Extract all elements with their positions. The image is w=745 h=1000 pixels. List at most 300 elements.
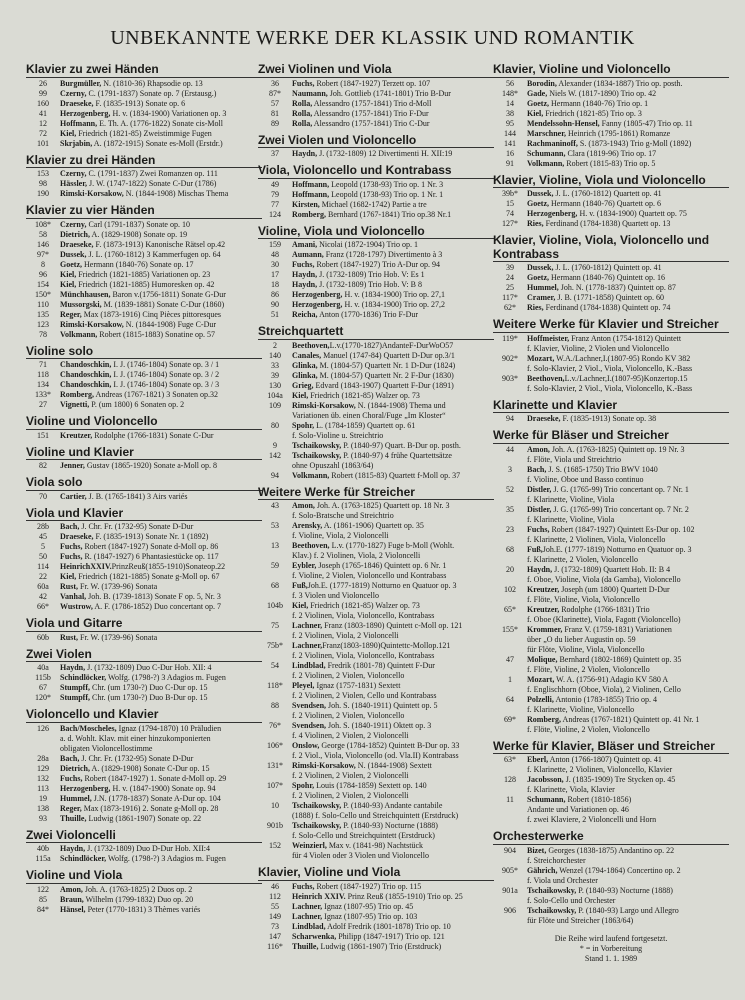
work-title: Robert (1847-1927) Quintett Es-Dur op. 102	[549, 524, 695, 534]
catalog-number: 45	[39, 532, 47, 541]
catalog-number: 39b*	[502, 189, 518, 198]
entry-text	[527, 209, 729, 219]
work-title: J. (1732-1809) Quartett Hob. II: B 4	[552, 564, 671, 574]
entry-text	[527, 505, 729, 515]
entry-detail-line: f. 2 Viol., Viola, Violoncello (od. Vla.II) Kontrabass	[292, 751, 459, 760]
catalog-entry	[493, 565, 729, 575]
composer-name: Fuchs,	[60, 542, 83, 551]
work-title: W. A. (1756-91) Adagio KV 580 A	[554, 674, 669, 684]
entry-detail-line: (1888) f. Solo-Cello und Streichquintett (Erstdruck)	[292, 811, 459, 820]
entry-text	[527, 775, 729, 785]
entry-text	[60, 189, 262, 199]
catalog-number: 116*	[267, 941, 283, 951]
entry-text	[60, 562, 262, 572]
catalog-entry	[26, 129, 262, 139]
entry-detail-line: f. 4 Violinen, 2 Violen, 2 Violoncelli	[292, 731, 409, 740]
section-title: Klavier zu zwei Händen	[26, 62, 262, 78]
composer-name: Borodin,	[527, 78, 557, 88]
composer-name: Eybler,	[292, 561, 317, 570]
catalog-number: 112	[269, 891, 281, 901]
catalog-entry	[26, 220, 262, 230]
composer-name: Thuille,	[292, 941, 319, 951]
work-title: H. v. (1834-1900) Variationen op. 3	[110, 108, 227, 118]
composer-name: Rimski-Korsakow,	[60, 319, 124, 329]
composer-name: Amani,	[292, 240, 318, 249]
catalog-entry	[26, 89, 262, 99]
work-title: J. G. (1765-99) Trio concertant op. 7 Nr. 1	[551, 484, 689, 494]
work-title: Peter (1770-1831) 3 Thèmes variés	[85, 904, 201, 914]
catalog-number: 94	[506, 414, 514, 423]
catalog-entry	[493, 775, 729, 785]
catalog-entry	[493, 655, 729, 665]
column-3	[493, 62, 729, 964]
catalog-number: 54	[271, 661, 279, 670]
composer-name: Mozart,	[527, 353, 555, 363]
work-title: Robert (1847-1927) 1. Sonate d-Moll op. 29	[82, 773, 227, 783]
footer-line: Die Reihe wird laufend fortgesetzt.	[554, 933, 668, 943]
catalog-number: 110	[37, 299, 49, 309]
section-title: Zwei Violen	[26, 647, 262, 663]
catalog-number: 62*	[504, 303, 516, 312]
composer-name: Draeseke,	[60, 98, 94, 108]
section	[26, 828, 262, 865]
composer-name: Haydn,	[292, 270, 318, 279]
catalog-entry	[258, 371, 494, 381]
section-title: Viola, Violoncello und Kontrabass	[258, 163, 494, 179]
entry-text	[60, 582, 262, 592]
catalog-entry	[258, 290, 494, 300]
composer-name: Amon,	[60, 884, 83, 894]
catalog-number: 148*	[502, 88, 518, 98]
work-title: J. (1732-1809) Duo D-Dur Hob. XII:4	[85, 844, 210, 853]
composer-name: HeinrichXXIV.	[60, 562, 112, 571]
entry-text	[527, 414, 729, 424]
catalog-entry	[26, 240, 262, 250]
work-title: Andreas (1767-1821) Quintett op. 41 Nr. 1	[561, 714, 700, 724]
catalog-number: 23	[506, 524, 514, 534]
work-title: Alexander (1834-1887) Trio op. posth.	[556, 78, 683, 88]
work-title: Wenzel (1794-1864) Concertino op. 2	[557, 865, 681, 875]
catalog-entry	[258, 361, 494, 371]
entry-text	[527, 139, 729, 149]
work-title: J. L. (1760-1812) 3 Kammerfugen op. 64	[86, 249, 221, 259]
work-title: Leopold (1738-93) Trio op. 1 Nr. 1	[329, 189, 444, 199]
composer-name: Lachner,	[292, 621, 323, 630]
section	[493, 739, 729, 826]
composer-name: Goetz,	[60, 259, 82, 269]
entry-text	[292, 781, 494, 791]
work-title: J. B. (1765-1841) 3 Airs variés	[86, 491, 188, 501]
composer-name: Goetz,	[527, 199, 549, 208]
entry-text	[60, 774, 262, 784]
catalog-entry	[258, 922, 494, 932]
entry-text	[60, 360, 262, 370]
work-title: P. (1840-93) Nocturne (1888)	[341, 821, 438, 830]
work-title: Hermann (1840-76) Sonate op. 17	[82, 259, 194, 269]
composer-name: Schindlöcker,	[60, 854, 107, 863]
catalog-entry	[258, 401, 494, 411]
composer-name: Svendsen,	[292, 721, 327, 730]
composer-name: Chandoschkin,	[60, 370, 112, 379]
catalog-number: 138	[37, 803, 49, 813]
catalog-number: 28b	[37, 522, 49, 531]
catalog-entry	[258, 250, 494, 260]
entry-detail-line: f. Violine, Viola, 2 Violoncelli	[292, 531, 389, 540]
entry-text	[60, 522, 262, 532]
entry-text	[527, 605, 729, 615]
section-title: Violoncello und Klavier	[26, 707, 262, 723]
composer-name: Fuchs,	[527, 524, 550, 534]
composer-name: Draeseke,	[527, 414, 561, 423]
entry-detail-line: f. Viola und Orchester	[527, 875, 598, 885]
catalog-number: 901b	[267, 821, 283, 830]
composer-name: Hänsel,	[60, 904, 86, 914]
catalog-number: 78	[39, 329, 47, 339]
catalog-entry	[258, 99, 494, 109]
catalog-number: 129	[37, 763, 49, 773]
entry-text	[527, 795, 729, 805]
entry-text	[60, 542, 262, 552]
catalog-number: 160	[37, 98, 49, 108]
entry-text	[527, 625, 729, 635]
section-title: Klavier, Violine und Viola	[258, 865, 494, 881]
composer-name: Tschaikowsky,	[292, 450, 342, 460]
catalog-number: 71	[39, 360, 47, 369]
work-title: PrinzReuß(1855-1910)Sonateop.22	[111, 562, 226, 571]
catalog-number: 135	[37, 309, 49, 319]
catalog-entry	[26, 905, 262, 915]
catalog-entry	[26, 633, 262, 643]
entry-detail-line: f. Flöte, Violine, 2 Violen, Violoncello	[527, 664, 650, 674]
catalog-entry	[258, 260, 494, 270]
catalog-number: 64	[506, 694, 514, 704]
section-title: Zwei Violinen und Viola	[258, 62, 494, 78]
work-title: Philipp (1847-1917) Trio op. 121	[336, 931, 445, 941]
entry-text	[527, 159, 729, 169]
catalog-number: 58	[39, 229, 47, 239]
section-title: Werke für Klavier, Bläser und Streicher	[493, 739, 729, 755]
entry-text	[292, 912, 494, 922]
entry-text	[60, 854, 262, 864]
catalog-entry	[26, 532, 262, 542]
work-title: Robert (1847-1927) Sonate d-Moll op. 86	[82, 542, 219, 551]
composer-name: Braun,	[60, 894, 84, 904]
entry-text	[60, 461, 262, 471]
composer-name: Dussek,	[60, 249, 87, 259]
entry-text	[60, 532, 262, 542]
catalog-entry	[26, 673, 262, 683]
entry-text	[60, 89, 262, 99]
entry-detail-line: f. Violine, 2 Violen, Violoncello und Kontrabass	[292, 571, 447, 580]
composer-name: Romberg,	[292, 209, 326, 219]
catalog-number: 72	[39, 128, 47, 138]
composer-name: Dietrich,	[60, 229, 90, 239]
catalog-number: 104a	[267, 390, 283, 400]
work-title: Robert (1815-83) Quartett f-Moll op. 37	[329, 470, 461, 480]
section	[26, 647, 262, 704]
work-title: M. (1804-57) Quartett Nr. 2 F-Dur (1830)	[317, 370, 454, 380]
catalog-number: 81	[271, 108, 279, 118]
composer-name: Romberg,	[527, 714, 561, 724]
section-title: Werke für Bläser und Streicher	[493, 428, 729, 444]
catalog-number: 89	[271, 118, 279, 128]
entry-text	[527, 99, 729, 109]
catalog-number: 126	[37, 723, 49, 733]
section	[258, 324, 494, 481]
section	[493, 428, 729, 735]
entry-detail-line: f. 2 Violinen, 2 Violen, 2 Violoncelli	[292, 771, 409, 780]
entry-detail-line: f. Solo-Klavier, 2 Viol., Viola, Violoncello, K.-Bass	[527, 383, 693, 393]
composer-name: Pleyel,	[292, 681, 315, 690]
catalog-number: 82	[39, 461, 47, 470]
composer-name: Hoffmann,	[292, 189, 330, 199]
composer-name: Svendsen,	[292, 701, 327, 710]
composer-name: Rolla,	[292, 98, 313, 108]
entry-text	[292, 119, 494, 129]
composer-name: Kiel,	[60, 279, 77, 289]
work-title: Franz (1803-1890) Quintett c-Moll op. 121	[322, 621, 463, 630]
entry-text	[527, 303, 729, 313]
composer-name: Kiel,	[60, 572, 77, 581]
entry-text	[292, 902, 494, 912]
composer-name: Wustrow,	[60, 602, 93, 611]
catalog-entry	[258, 210, 494, 220]
work-title: J. B. (1771-1858) Quintett op. 60	[555, 293, 665, 302]
work-title: Joseph (1765-1846) Quintett op. 6 Nr. 1	[316, 561, 447, 570]
catalog-number: 76*	[269, 721, 281, 730]
catalog-number: 117*	[502, 293, 518, 302]
section	[26, 506, 262, 613]
composer-name: Rust,	[60, 632, 79, 642]
work-title: J. Chr. Fr. (1732-95) Sonate D-Dur	[79, 522, 194, 531]
catalog-entry	[493, 79, 729, 89]
catalog-entry	[258, 119, 494, 129]
entry-text	[527, 465, 729, 475]
work-title: Hermann (1840-76) Quartett op. 6	[549, 199, 661, 208]
entry-text	[292, 541, 494, 551]
entry-text	[292, 701, 494, 711]
catalog-entry	[26, 754, 262, 764]
entry-text	[292, 801, 494, 811]
catalog-entry	[493, 755, 729, 765]
entry-detail-line: f. Klarinette, Violine, Viola	[527, 514, 615, 524]
composer-name: Dussek,	[527, 263, 554, 272]
composer-name: Bach,	[60, 753, 80, 763]
entry-text	[60, 673, 262, 683]
catalog-entry	[26, 693, 262, 703]
entry-detail-line: Variationen üb. einen Choral/Fuge „Im Kloster“	[292, 410, 446, 420]
entry-text	[527, 293, 729, 303]
entry-text	[292, 471, 494, 481]
catalog-number: 141	[504, 138, 516, 148]
catalog-number: 9	[273, 440, 277, 450]
entry-text	[292, 621, 494, 631]
catalog-entry	[258, 661, 494, 671]
catalog-number: 57	[271, 98, 279, 108]
catalog-entry	[26, 814, 262, 824]
entry-text	[60, 260, 262, 270]
catalog-entry	[258, 601, 494, 611]
entry-detail-line: f. Streichorchester	[527, 855, 586, 865]
composer-name: Vignetti,	[60, 400, 90, 409]
catalog-number: 142	[269, 450, 281, 460]
work-title: Louis (1784-1859) Sextett op. 140	[314, 781, 427, 790]
section-title: Orchesterwerke	[493, 829, 729, 845]
composer-name: Reger,	[60, 803, 82, 813]
catalog-number: 40b	[37, 844, 49, 853]
section-title: Klavier zu drei Händen	[26, 153, 262, 169]
section	[26, 414, 262, 441]
composer-name: Kreutzer,	[60, 430, 93, 440]
catalog-entry	[26, 784, 262, 794]
work-title: Max (1873-1916) Cinq Pièces pittoresques	[81, 309, 222, 319]
composer-name: Kiel,	[292, 601, 309, 610]
entry-detail-line: f. Solo-Klavier, 2 Viol., Viola, Violoncello, K.-Bass	[527, 363, 693, 373]
section-title: Viola und Gitarre	[26, 616, 262, 632]
section-title: Klavier, Violine und Violoncello	[493, 62, 729, 78]
work-title: Joh. B. (1739-1813) Sonate F op. 5, Nr. 3	[86, 592, 221, 601]
composer-name: Hoffmann,	[292, 179, 330, 189]
composer-name: Cartier,	[60, 491, 87, 501]
composer-name: Herzogenberg,	[292, 290, 343, 299]
work-title: Bernhard (1767-1841) Trio op.38 Nr.1	[326, 209, 452, 219]
section	[26, 445, 262, 472]
work-title: P. (1840-97) Quart. B-Dur op. posth.	[341, 440, 461, 450]
section	[26, 203, 262, 340]
work-title: Anton (1770-1836) Trio F-Dur	[317, 310, 419, 319]
composer-name: Chandoschkin,	[60, 360, 112, 369]
work-title: F. (1873-1913) Kanonische Rätsel op.42	[93, 239, 226, 249]
catalog-number: 8	[41, 259, 45, 269]
work-title: H. v. (1834-1900) Trio op. 27,2	[342, 300, 446, 309]
catalog-entry	[258, 501, 494, 511]
catalog-number: 20	[506, 564, 514, 574]
catalog-number: 5	[41, 542, 45, 551]
composer-name: Spohr,	[292, 781, 315, 790]
catalog-entry	[258, 801, 494, 811]
entry-detail-line: f. Oboe (Klarinette), Viola, Fagott (Violoncello)	[527, 614, 681, 624]
work-title: J.N. (1778-1837) Sonate A-Dur op. 104	[91, 793, 221, 803]
composer-name: Beethoven,	[527, 373, 565, 383]
work-title: Friedrich (1821-85) Zweistimmige Fugen	[76, 128, 212, 138]
work-title: Joh. S. (1840-1911) Oktett op. 3	[326, 721, 432, 730]
work-title: Ignaz (1807-95) Trio op. 103	[322, 911, 418, 921]
entry-text	[527, 906, 729, 916]
catalog-entry	[258, 621, 494, 631]
entry-text	[527, 675, 729, 685]
work-title: A. F. (1786-1852) Duo concertant op. 7	[92, 602, 222, 611]
section	[258, 163, 494, 220]
entry-detail-line: f. Solo-Violine u. Streichtrio	[292, 430, 384, 440]
entry-text	[60, 230, 262, 240]
entry-text	[292, 300, 494, 310]
catalog-number: 49	[271, 179, 279, 189]
composer-name: Aumann,	[292, 250, 324, 259]
catalog-entry	[258, 79, 494, 89]
catalog-number: 96	[39, 269, 47, 279]
catalog-number: 79	[271, 189, 279, 199]
work-title: S. (1873-1943) Trio g-Moll (1892)	[577, 138, 692, 148]
catalog-entry	[493, 846, 729, 856]
work-title: Adolf Fredrik (1801-1878) Trio op. 10	[325, 921, 451, 931]
work-title: George (1784-1852) Quintett B-Dur op. 33	[319, 741, 460, 750]
catalog-entry	[258, 741, 494, 751]
catalog-entry	[26, 360, 262, 370]
entry-text	[292, 109, 494, 119]
catalog-number: 85	[39, 894, 47, 904]
catalog-number: 80	[271, 420, 279, 430]
composer-name: Goetz,	[527, 273, 549, 282]
work-title: M. (1804-57) Quartett Nr. 1 D-Dur (1824)	[317, 360, 456, 370]
composer-name: Schindlöcker,	[60, 673, 107, 682]
catalog-number: 38	[506, 108, 514, 118]
catalog-number: 18	[271, 280, 279, 289]
work-title: L.v. (1770-1827) Fuge b-Moll (Wohlt.	[329, 541, 455, 550]
work-title: F. (1835-1913) Sonate op. 38	[560, 414, 657, 423]
entry-text	[292, 882, 494, 892]
section-title: Weitere Werke für Klavier und Streicher	[493, 317, 729, 333]
catalog-number: 19	[39, 793, 47, 803]
composer-name: Fuchs,	[60, 773, 83, 783]
entry-text	[527, 755, 729, 765]
work-title: P. (um 1800) 6 Sonaten op. 2	[89, 400, 185, 409]
section-title: Viola solo	[26, 475, 262, 491]
composer-name: Stumpff,	[60, 693, 91, 702]
work-title: Clara (1819-96) Trio op. 17	[565, 148, 657, 158]
composer-name: Goetz,	[527, 98, 549, 108]
catalog-entry	[258, 681, 494, 691]
catalog-number: 128	[504, 775, 516, 784]
entry-detail-line: für Flöte, Violine, Viola, Violoncello	[527, 644, 645, 654]
work-title: Ludwig (1861-1907) Trio (Erstdruck)	[318, 941, 442, 951]
composer-name: Cramer,	[527, 293, 556, 302]
catalog-entry	[258, 421, 494, 431]
catalog-entry	[26, 310, 262, 320]
work-title: Joseph (um 1800) Quartett D-Dur	[559, 584, 670, 594]
composer-name: Glinka,	[292, 360, 318, 370]
catalog-number: 134	[37, 380, 49, 389]
catalog-entry	[26, 774, 262, 784]
work-title: J. L. (1760-1812) Quintett op. 41	[553, 263, 662, 272]
entry-text	[292, 922, 494, 932]
section	[26, 344, 262, 411]
composer-name: Naumann,	[292, 88, 328, 98]
entry-detail-line: Klav.) f. 2 Violinen, Viola, 2 Violoncelli	[292, 551, 421, 560]
section-title: Violine und Klavier	[26, 445, 262, 461]
catalog-number: 48	[271, 250, 279, 259]
composer-name: Beethoven,	[292, 541, 330, 550]
work-title: F. (1835-1913) Sonate op. 6	[93, 98, 186, 108]
entry-text	[60, 250, 262, 260]
catalog-entry	[26, 290, 262, 300]
section-title: Violine, Viola und Violoncello	[258, 224, 494, 240]
work-title: Joh.E. (1777-1819) Notturno en Quatuor op. 3	[307, 581, 457, 590]
section	[493, 173, 729, 230]
entry-detail-line: a. d. Wohlt. Klav. mit einer hinzukomponierten	[60, 733, 211, 743]
work-title: Fredrik (1801-78) Quintett F-Dur	[325, 661, 435, 670]
composer-name: Distler,	[527, 484, 552, 494]
catalog-number: 22	[39, 572, 47, 581]
entry-text	[60, 79, 262, 89]
entry-text	[292, 210, 494, 220]
work-title: C. (1791-1837) Zwei Romanzen op. 111	[86, 169, 218, 178]
catalog-number: 95	[506, 118, 514, 128]
entry-text	[60, 592, 262, 602]
composer-name: Mendelssohn-Hensel,	[527, 118, 600, 128]
catalog-number: 152	[269, 841, 281, 850]
composer-name: Haydn,	[527, 564, 553, 574]
catalog-number: 133*	[35, 390, 51, 399]
